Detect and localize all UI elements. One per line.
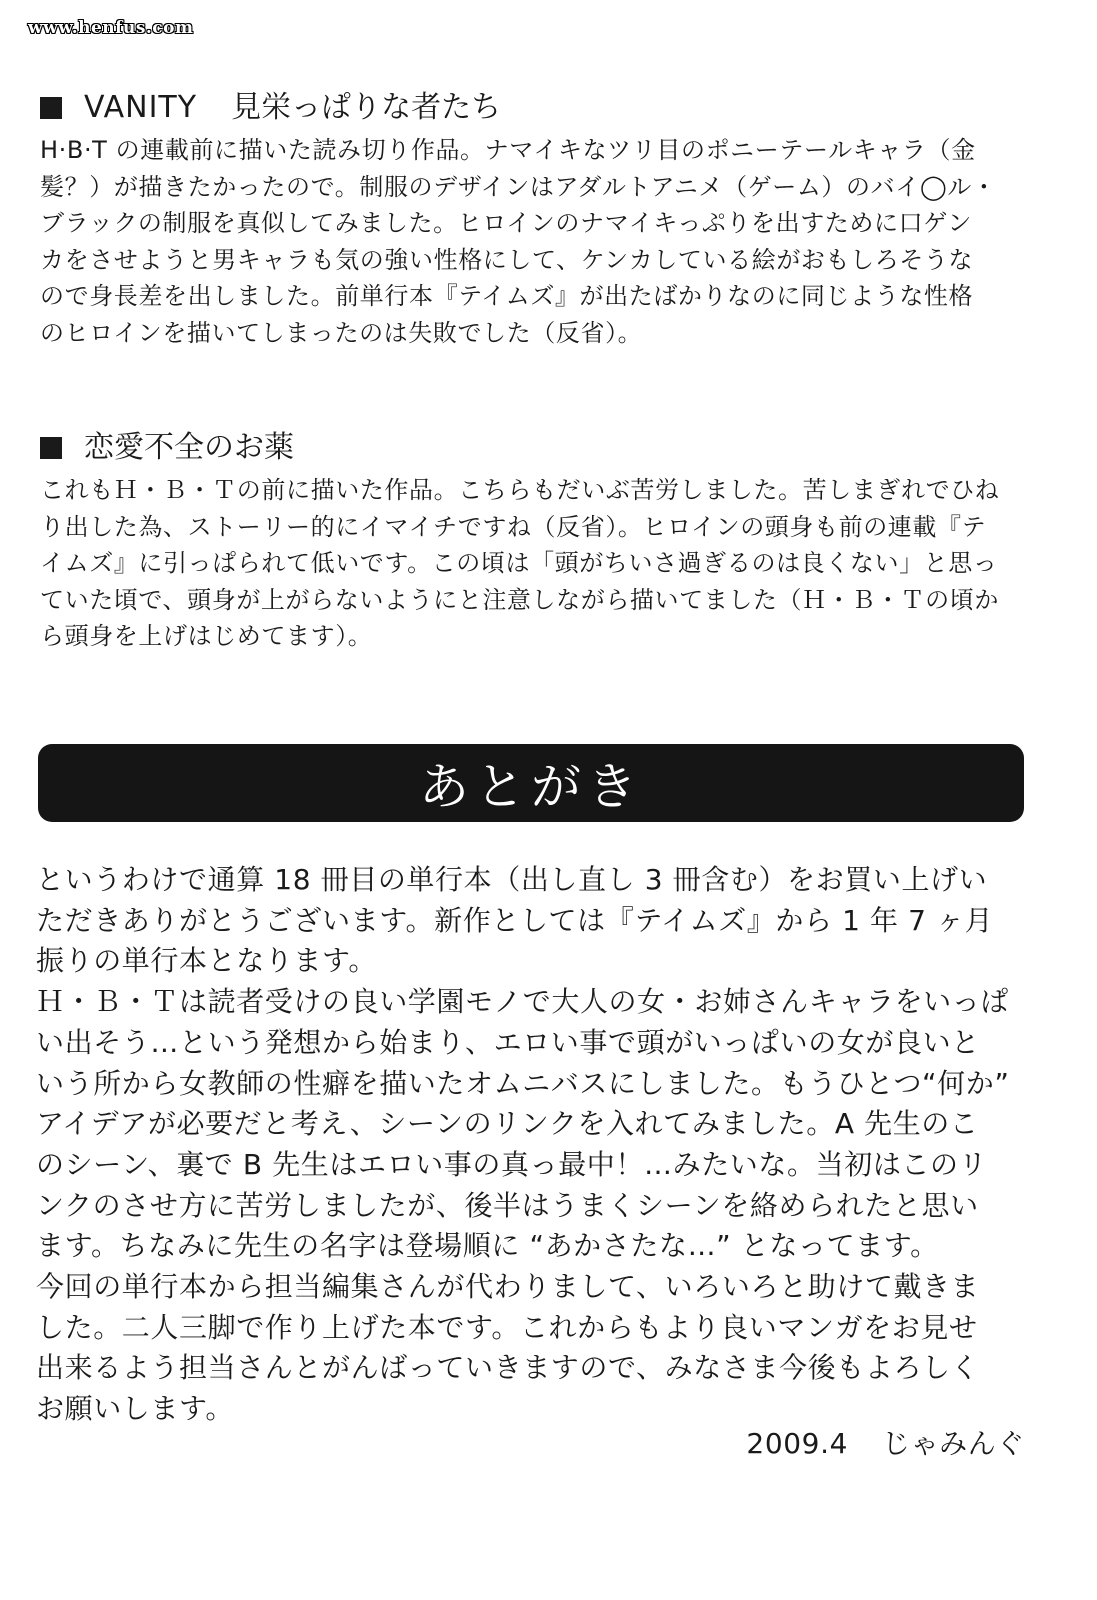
afterword-title: あとがき [419,758,643,816]
section-title-jp: 見栄っぱりな者たち [231,90,502,125]
watermark: www.henfus.com [28,18,194,38]
section-renai-fuzen [40,428,1030,655]
black-square-icon [40,97,62,119]
section-body: H·B·T の連載前に描いた読み切り作品。ナマイキなツリ目のポニーテールキャラ（金 髪？）が描きたかったので。制服のデザインはアダルトアニメ（ゲーム）のバイ◯ル・ ブラックの制服を真似してみました。ヒロインのナマイキっぷりを出すために口ゲン カをさせようと男キャラも気の強い性格にして、ケンカしている絵がおもしろそうな ので身長差を出しました。前単行本『テイムズ』が出たばかりなのに同じような性格 のヒロインを描いてしまったのは失敗でした（反省）。 [40,136,997,347]
section-body: これもＨ・Ｂ・Ｔの前に描いた作品。こちらもだいぶ苦労しました。苦しまぎれでひね り出した為、ストーリー的にイマイチですね（反省）。ヒロインの頭身も前の連載『テ イムズ』に引っぱられて低いです。この頃は「頭がちいさ過ぎるのは良くない」と思っ ていた頃で、頭身が上がらないようにと注意しながら描いてました（Ｈ・Ｂ・Ｔの頃か ら頭身を上げはじめてます）。 [40,476,1000,650]
afterword-banner [38,744,1024,822]
black-square-icon [40,437,62,459]
section-heading [40,428,1030,468]
signature-author: じゃみんぐ [881,1427,1025,1460]
signature-date: 2009.4 [746,1427,848,1460]
signature [746,1424,1025,1464]
section-title-jp: 恋愛不全のお薬 [84,430,294,465]
section-heading [40,88,1030,128]
afterword-body: というわけで通算 18 冊目の単行本（出し直し 3 冊含む）をお買い上げい ただきありがとうございます。新作としては『テイムズ』から 1 年 7 ヶ月 振りの単行本となります。 Ｈ・Ｂ・Ｔは読者受けの良い学園モノで大人の女・お姉さんキャラをいっぱ い出そう…という発想から始まり、エロい事で頭がいっぱいの女が良いと いう所から女教師の性癖を描いたオムニバスにしました。もうひとつ“何か” アイデアが必要だと考え、シーンのリンクを入れてみました。A 先生のこ のシーン、裏で B 先生はエロい事の真っ最中！…みたいな。当初はこのリ ンクのさせ方に苦労しましたが、後半はうまくシーンを絡められたと思い ます。ちなみに先生の名字は登場順に “あかさたな…” となってます。 今回の単行本から担当編集さんが代わりまして、いろいろと助けて戴きま した。二人三脚で作り上げた本です。これからもより良いマンガをお見せ 出来るよう担当さんとがんばっていきますので、みなさま今後もよろしく お願いします。 [36,863,1010,1426]
section-vanity [40,88,1030,351]
section-title-en: VANITY [84,90,198,125]
